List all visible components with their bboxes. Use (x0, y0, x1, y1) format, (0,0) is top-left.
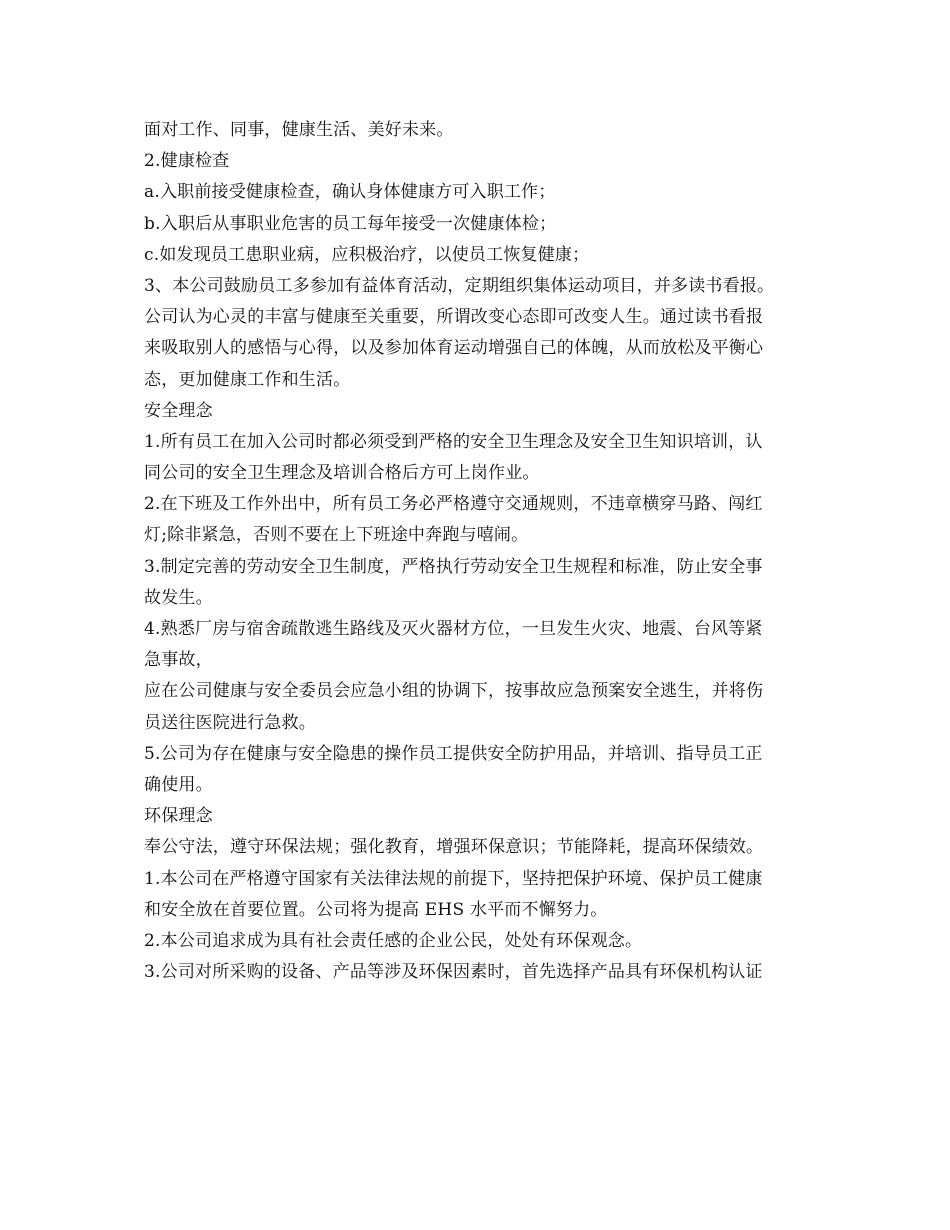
text-line: 应在公司健康与安全委员会应急小组的协调下，按事故应急预案安全逃生，并将伤 (144, 681, 764, 702)
text-line: 员送往医院进行急救。 (144, 712, 316, 733)
text-line: b.入职后从事职业危害的员工每年接受一次健康体检； (144, 213, 557, 234)
text-line: 1.所有员工在加入公司时都必须受到严格的安全卫生理念及安全卫生知识培训，认 (144, 431, 763, 452)
text-line: 4.熟悉厂房与宿舍疏散逃生路线及灭火器材方位，一旦发生火灾、地震、台风等紧 (144, 619, 763, 639)
text-line: 3.公司对所采购的设备、产品等涉及环保因素时，首先选择产品具有环保机构认证 (144, 962, 763, 983)
document-body (144, 115, 824, 988)
text-line: 态，更加健康工作和生活。 (144, 369, 351, 390)
section-heading-environment: 环保理念 (144, 806, 213, 827)
text-line: c.如发现员工患职业病，应积极治疗，以使员工恢复健康； (144, 244, 590, 265)
text-line: 1.本公司在严格遵守国家有关法律法规的前提下，坚持把保护环境、保护员工健康 (144, 868, 763, 889)
text-line: 面对工作、同事，健康生活、美好未来。 (144, 120, 454, 140)
text-line: 和安全放在首要位置。公司将为提高 EHS 水平而不懈努力。 (144, 899, 608, 920)
text-line: 确使用。 (144, 774, 213, 795)
text-line: 同公司的安全卫生理念及培训合格后方可上岗作业。 (144, 463, 540, 484)
section-heading-health-check: 2.健康检查 (144, 151, 230, 172)
text-line: 2.在下班及工作外出中，所有员工务必严格遵守交通规则，不违章横穿马路、闯红 (144, 494, 763, 515)
text-line: 灯;除非紧急，否则不要在上下班途中奔跑与嘻闹。 (144, 525, 529, 546)
text-line: 急事故， (144, 650, 213, 671)
text-line: 奉公守法，遵守环保法规；强化教育，增强环保意识；节能降耗，提高环保绩效。 (144, 837, 764, 858)
text-line: 2.本公司追求成为具有社会责任感的企业公民，处处有环保观念。 (144, 930, 643, 951)
text-line: 故发生。 (144, 587, 213, 608)
text-line: 来吸取别人的感悟与心得，以及参加体育运动增强自己的体魄，从而放松及平衡心 (144, 338, 764, 359)
text-line: 3、本公司鼓励员工多参加有益体育活动，定期组织集体运动项目，并多读书看报。 (144, 275, 775, 296)
text-line: a.入职前接受健康检查，确认身体健康方可入职工作； (144, 182, 556, 203)
text-line: 3.制定完善的劳动安全卫生制度，严格执行劳动安全卫生规程和标准，防止安全事 (144, 556, 763, 577)
section-heading-safety: 安全理念 (144, 400, 213, 421)
text-line: 5.公司为存在健康与安全隐患的操作员工提供安全防护用品，并培训、指导员工正 (144, 743, 763, 764)
text-line: 公司认为心灵的丰富与健康至关重要，所谓改变心态即可改变人生。通过读书看报 (144, 307, 764, 328)
